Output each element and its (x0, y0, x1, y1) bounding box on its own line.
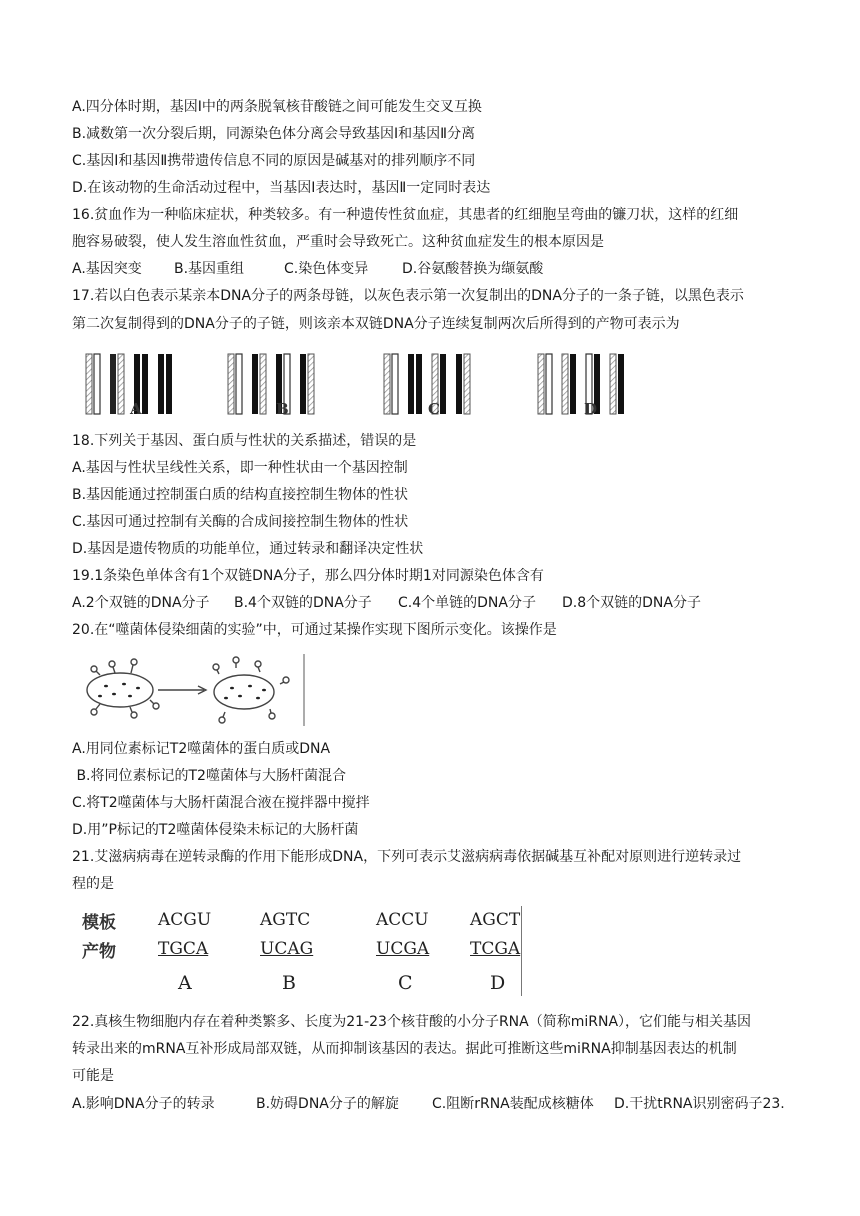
q16-options (72, 260, 543, 278)
q22-stem-line2: 转录出来的mRNA互补形成局部双链，从而抑制该基因的表达。据此可推断这些miRNA抑制基因表达的机制 (72, 1041, 737, 1057)
q22-option-b: B.妨碍DNA分子的解旋 (256, 1096, 399, 1112)
q19-option-d: D.8个双链的DNA分子 (562, 595, 701, 611)
q16-option-a: A.基因突变 (72, 261, 142, 277)
template-b: AGTC (260, 910, 311, 930)
q20-option-c: C.将T2噬菌体与大肠杆菌混合液在搅拌器中搅拌 (72, 795, 370, 811)
dna-label-b: B (276, 400, 289, 418)
q19-option-b: B.4个双链的DNA分子 (234, 595, 372, 611)
q20-option-a: A.用同位素标记T2噬菌体的蛋白质或DNA (72, 741, 331, 757)
reverse-transcription-table (80, 906, 525, 996)
q20-stem: 20.在“噬菌体侵染细菌的实验”中，可通过某操作实现下图所示变化。该操作是 (72, 622, 557, 638)
q16-option-d: D.谷氨酸替换为缬氨酸 (402, 261, 544, 277)
dna-label-c: C (428, 400, 440, 418)
phage-infection-figure (76, 652, 308, 728)
q18-stem: 18.下列关于基因、蛋白质与性状的关系描述，错误的是 (72, 433, 417, 449)
option-label-d: D (490, 972, 506, 994)
template-d: AGCT (470, 910, 521, 930)
option-label-b: B (282, 972, 296, 994)
q22-options (72, 1095, 785, 1113)
q20-option-d: D.用”P标记的T2噬菌体侵染未标记的大肠杆菌 (72, 822, 359, 838)
row-label-product: 产物 (82, 942, 116, 962)
q22-option-a: A.影响DNA分子的转录 (72, 1096, 215, 1112)
row-label-template: 模板 (82, 913, 116, 933)
q16-option-b: B.基因重组 (174, 261, 245, 277)
product-b: UCAG (260, 939, 314, 959)
q15-option-b: B.减数第一次分裂后期，同源染色体分离会导致基因Ⅰ和基因Ⅱ分离 (72, 126, 476, 142)
product-d: TCGA (470, 939, 521, 959)
q15-option-a: A.四分体时期，基因Ⅰ中的两条脱氧核苷酸链之间可能发生交叉互换 (72, 99, 482, 115)
option-label-c: C (398, 972, 413, 994)
q19-stem: 19.1条染色单体含有1个双链DNA分子，那么四分体时期1对同源染色体含有 (72, 568, 544, 584)
dna-label-a: A (130, 400, 142, 418)
template-c: ACCU (376, 910, 429, 930)
q20-option-b: B.将同位素标记的T2噬菌体与大肠杆菌混合 (72, 768, 346, 784)
template-a: ACGU (158, 910, 212, 930)
q22-stem-line3: 可能是 (72, 1068, 114, 1084)
q18-option-b: B.基因能通过控制蛋白质的结构直接控制生物体的性状 (72, 487, 409, 503)
q16-stem-line1: 16.贫血作为一种临床症状，种类较多。有一种遗传性贫血症，其患者的红细胞呈弯曲的镰刀状，这样的红细 (72, 207, 739, 223)
dna-label-d: D (584, 400, 598, 418)
q19-option-c: C.4个单链的DNA分子 (398, 595, 536, 611)
q15-option-c: C.基因Ⅰ和基因Ⅱ携带遗传信息不同的原因是碱基对的排列顺序不同 (72, 153, 476, 169)
product-c: UCGA (376, 939, 430, 959)
q17-stem-line2: 第二次复制得到的DNA分子的子链，则该亲本双链DNA分子连续复制两次后所得到的产物可表示为 (72, 316, 680, 332)
q17-stem-line1: 17.若以白色表示某亲本DNA分子的两条母链，以灰色表示第一次复制出的DNA分子的一条子链，以黑色表示 (72, 288, 744, 304)
dna-figure-labels (78, 400, 656, 420)
q16-stem-line2: 胞容易破裂，使人发生溶血性贫血，严重时会导致死亡。这种贫血症发生的根本原因是 (72, 234, 604, 250)
q15-option-d: D.在该动物的生命活动过程中，当基因Ⅰ表达时，基因Ⅱ一定同时表达 (72, 180, 491, 196)
q22-stem-line1: 22.真核生物细胞内存在着种类繁多、长度为21-23个核苷酸的小分子RNA（简称miRNA），它们能与相关基因 (72, 1014, 752, 1030)
table-right-border (521, 906, 522, 996)
q16-option-c: C.染色体变异 (284, 261, 369, 277)
q21-stem-line2: 程的是 (72, 876, 114, 892)
q19-option-a: A.2个双链的DNA分子 (72, 595, 210, 611)
product-a: TGCA (158, 939, 209, 959)
q22-option-d: D.干扰tRNA识别密码子23. (614, 1096, 785, 1112)
q19-options (72, 594, 701, 612)
q18-option-c: C.基因可通过控制有关酶的合成间接控制生物体的性状 (72, 514, 409, 530)
q18-option-a: A.基因与性状呈线性关系，即一种性状由一个基因控制 (72, 460, 408, 476)
q22-option-c: C.阻断rRNA装配成核糖体 (432, 1096, 594, 1112)
q21-stem-line1: 21.艾滋病病毒在逆转录酶的作用下能形成DNA，下列可表示艾滋病病毒依据碱基互补配对原则进行逆转录过 (72, 849, 742, 865)
q18-option-d: D.基因是遗传物质的功能单位，通过转录和翻译决定性状 (72, 541, 424, 557)
option-label-a: A (178, 972, 192, 994)
